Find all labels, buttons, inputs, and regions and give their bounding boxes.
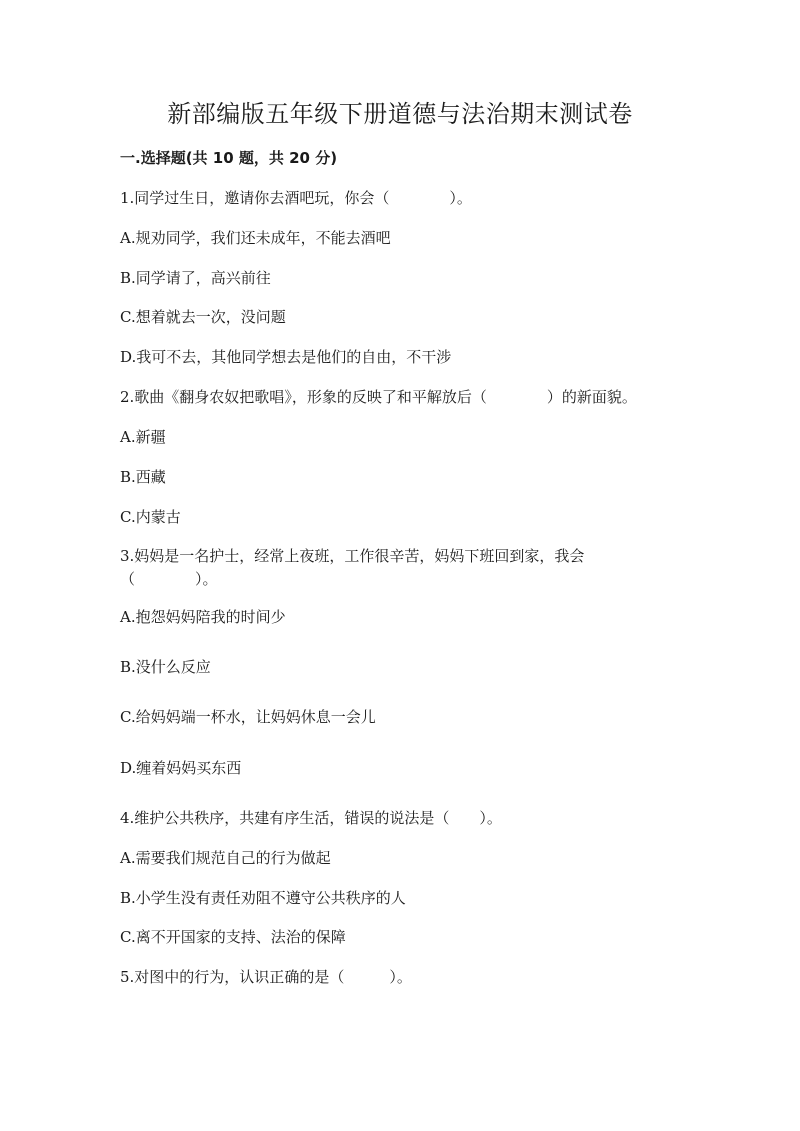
section-heading: 一.选择题(共 10 题，共 20 分) (120, 149, 338, 167)
question-2-stem: 2.歌曲《翻身农奴把歌唱》，形象的反映了和平解放后（ ）的新面貌。 (120, 388, 637, 406)
question-5-stem: 5.对图中的行为，认识正确的是（ ）。 (120, 968, 412, 986)
question-1-option-a: A.规劝同学，我们还未成年，不能去酒吧 (120, 229, 391, 247)
page-title: 新部编版五年级下册道德与法治期末测试卷 (167, 100, 633, 128)
question-1-option-b: B.同学请了，高兴前往 (120, 269, 271, 287)
question-3-option-c: C.给妈妈端一杯水，让妈妈休息一会儿 (120, 708, 376, 726)
question-3-stem: 3.妈妈是一名护士，经常上夜班，工作很辛苦，妈妈下班回到家，我会（ ）。 (120, 547, 585, 588)
question-2-option-b: B.西藏 (120, 468, 166, 486)
question-2-option-c: C.内蒙古 (120, 508, 181, 526)
question-4-stem: 4.维护公共秩序，共建有序生活，错误的说法是（ ）。 (120, 809, 502, 827)
question-4-option-a: A.需要我们规范自己的行为做起 (120, 849, 331, 867)
question-1-stem: 1.同学过生日，邀请你去酒吧玩，你会（ ）。 (120, 189, 472, 207)
question-4-option-c: C.离不开国家的支持、法治的保障 (120, 928, 346, 946)
question-3-option-d: D.缠着妈妈买东西 (120, 759, 242, 777)
question-2-option-a: A.新疆 (120, 428, 166, 446)
question-3-option-a: A.抱怨妈妈陪我的时间少 (120, 608, 286, 626)
question-4-option-b: B.小学生没有责任劝阻不遵守公共秩序的人 (120, 889, 406, 907)
question-3-option-b: B.没什么反应 (120, 658, 211, 676)
question-1-option-d: D.我可不去，其他同学想去是他们的自由，不干涉 (120, 348, 452, 366)
question-1-option-c: C.想着就去一次，没问题 (120, 308, 286, 326)
